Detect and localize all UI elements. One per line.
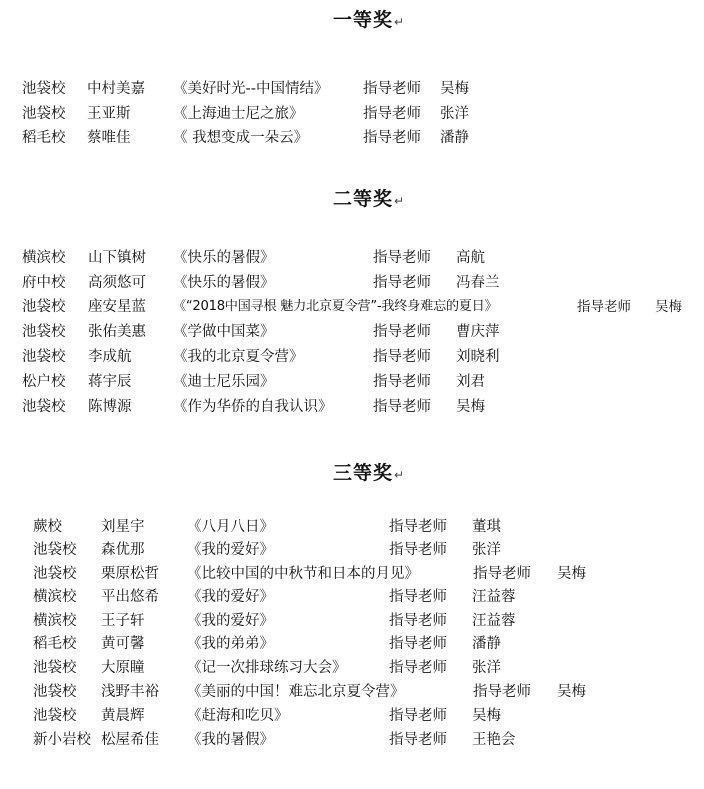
role-label: 指导老师 <box>389 732 447 748</box>
student-name: 栗原松哲 <box>101 566 159 582</box>
teacher-name: 吴梅 <box>557 566 586 582</box>
heading-text: 一等奖 <box>333 9 394 31</box>
teacher-name: 潘静 <box>472 636 501 652</box>
school-name: 池袋校 <box>33 660 77 676</box>
work-title: 《比较中国的中秋节和日本的月见》 <box>187 566 419 582</box>
work-title: 《快乐的暑假》 <box>173 250 275 266</box>
teacher-name: 潘静 <box>440 130 469 146</box>
teacher-name: 吴梅 <box>655 299 682 315</box>
role-label: 指导老师 <box>373 374 431 390</box>
student-name: 王子轩 <box>101 613 145 629</box>
student-name: 浅野丰裕 <box>101 684 159 700</box>
work-title: 《我的爱好》 <box>187 589 274 605</box>
student-name: 黄可馨 <box>101 636 145 652</box>
role-label: 指导老师 <box>389 519 447 535</box>
teacher-name: 曹庆萍 <box>456 324 500 340</box>
role-label: 指导老师 <box>363 106 421 122</box>
student-name: 座安星蓝 <box>88 299 146 315</box>
student-name: 蔡唯佳 <box>87 130 131 146</box>
school-name: 横滨校 <box>33 589 77 605</box>
list-item <box>0 611 704 631</box>
school-name: 池袋校 <box>22 81 66 97</box>
school-name: 池袋校 <box>22 324 66 340</box>
list-item <box>0 347 704 367</box>
section-heading <box>333 9 405 33</box>
school-name: 池袋校 <box>22 399 66 415</box>
work-title: 《美丽的中国！难忘北京夏令营》 <box>187 684 405 700</box>
student-name: 高须悠可 <box>88 275 146 291</box>
teacher-name: 吴梅 <box>440 81 469 97</box>
school-name: 池袋校 <box>33 684 77 700</box>
list-item <box>0 128 704 148</box>
teacher-name: 冯春兰 <box>456 275 500 291</box>
role-label: 指导老师 <box>389 542 447 558</box>
list-item <box>0 564 704 584</box>
school-name: 蕨校 <box>33 519 62 535</box>
school-name: 稻毛校 <box>22 130 66 146</box>
student-name: 森优那 <box>101 542 145 558</box>
return-mark: ↵ <box>394 15 406 29</box>
work-title: 《“2018中国寻根 魅力北京夏令营”-我终身难忘的夏日》 <box>173 299 498 314</box>
school-name: 横滨校 <box>22 250 66 266</box>
student-name: 刘星宇 <box>101 519 145 535</box>
student-name: 大原瞳 <box>101 660 145 676</box>
list-item <box>0 104 704 124</box>
school-name: 池袋校 <box>22 106 66 122</box>
work-title: 《作为华侨的自我认识》 <box>173 399 333 415</box>
work-title: 《美好时光--中国情结》 <box>173 81 329 97</box>
work-title: 《我的爱好》 <box>187 542 274 558</box>
teacher-name: 汪益蓉 <box>472 589 516 605</box>
role-label: 指导老师 <box>389 636 447 652</box>
role-label: 指导老师 <box>389 589 447 605</box>
list-item <box>0 273 704 293</box>
teacher-name: 张洋 <box>472 542 501 558</box>
list-item <box>0 540 704 560</box>
work-title: 《我的暑假》 <box>187 732 274 748</box>
return-mark: ↵ <box>394 468 406 482</box>
student-name: 松屋希佳 <box>101 732 159 748</box>
list-item <box>0 322 704 342</box>
role-label: 指导老师 <box>473 684 531 700</box>
school-name: 池袋校 <box>33 566 77 582</box>
school-name: 新小岩校 <box>33 732 91 748</box>
teacher-name: 董琪 <box>472 519 501 535</box>
list-item <box>0 682 704 702</box>
work-title: 《学做中国菜》 <box>173 324 275 340</box>
work-title: 《我的弟弟》 <box>187 636 274 652</box>
role-label: 指导老师 <box>389 708 447 724</box>
school-name: 池袋校 <box>33 542 77 558</box>
student-name: 陈博源 <box>88 399 132 415</box>
role-label: 指导老师 <box>373 399 431 415</box>
role-label: 指导老师 <box>577 299 631 315</box>
work-title: 《快乐的暑假》 <box>173 275 275 291</box>
section-heading <box>333 188 405 212</box>
role-label: 指导老师 <box>373 275 431 291</box>
teacher-name: 王艳会 <box>472 732 516 748</box>
list-item <box>0 730 704 750</box>
role-label: 指导老师 <box>389 613 447 629</box>
role-label: 指导老师 <box>473 566 531 582</box>
list-item <box>0 79 704 99</box>
return-mark: ↵ <box>394 194 406 208</box>
school-name: 池袋校 <box>22 349 66 365</box>
teacher-name: 汪益蓉 <box>472 613 516 629</box>
school-name: 横滨校 <box>33 613 77 629</box>
teacher-name: 吴梅 <box>557 684 586 700</box>
work-title: 《记一次排球练习大会》 <box>187 660 347 676</box>
list-item <box>0 634 704 654</box>
student-name: 平出悠希 <box>101 589 159 605</box>
list-item <box>0 658 704 678</box>
student-name: 黄晨辉 <box>101 708 145 724</box>
work-title: 《我的爱好》 <box>187 613 274 629</box>
list-item <box>0 397 704 417</box>
student-name: 王亚斯 <box>87 106 131 122</box>
heading-text: 三等奖 <box>333 462 394 484</box>
teacher-name: 刘晓利 <box>456 349 500 365</box>
school-name: 稻毛校 <box>33 636 77 652</box>
teacher-name: 吴梅 <box>472 708 501 724</box>
section-heading <box>333 462 405 486</box>
list-item <box>0 297 704 317</box>
teacher-name: 吴梅 <box>456 399 485 415</box>
list-item <box>0 517 704 537</box>
role-label: 指导老师 <box>373 349 431 365</box>
school-name: 府中校 <box>22 275 66 291</box>
school-name: 池袋校 <box>22 299 66 315</box>
teacher-name: 刘君 <box>456 374 485 390</box>
school-name: 松户校 <box>22 374 66 390</box>
role-label: 指导老师 <box>373 250 431 266</box>
student-name: 张佑美惠 <box>88 324 146 340</box>
heading-text: 二等奖 <box>333 188 394 210</box>
teacher-name: 张洋 <box>472 660 501 676</box>
list-item <box>0 587 704 607</box>
teacher-name: 高航 <box>456 250 485 266</box>
role-label: 指导老师 <box>389 660 447 676</box>
role-label: 指导老师 <box>373 324 431 340</box>
work-title: 《迪士尼乐园》 <box>173 374 275 390</box>
teacher-name: 张洋 <box>440 106 469 122</box>
work-title: 《我的北京夏令营》 <box>173 349 304 365</box>
list-item <box>0 706 704 726</box>
student-name: 李成航 <box>88 349 132 365</box>
student-name: 山下镇树 <box>88 250 146 266</box>
work-title: 《八月八日》 <box>187 519 274 535</box>
school-name: 池袋校 <box>33 708 77 724</box>
student-name: 中村美嘉 <box>87 81 145 97</box>
student-name: 蒋宇辰 <box>88 374 132 390</box>
role-label: 指导老师 <box>363 81 421 97</box>
list-item <box>0 248 704 268</box>
work-title: 《 我想变成一朵云》 <box>173 130 309 146</box>
role-label: 指导老师 <box>363 130 421 146</box>
work-title: 《赶海和吃贝》 <box>187 708 289 724</box>
work-title: 《上海迪士尼之旅》 <box>173 106 304 122</box>
list-item <box>0 372 704 392</box>
